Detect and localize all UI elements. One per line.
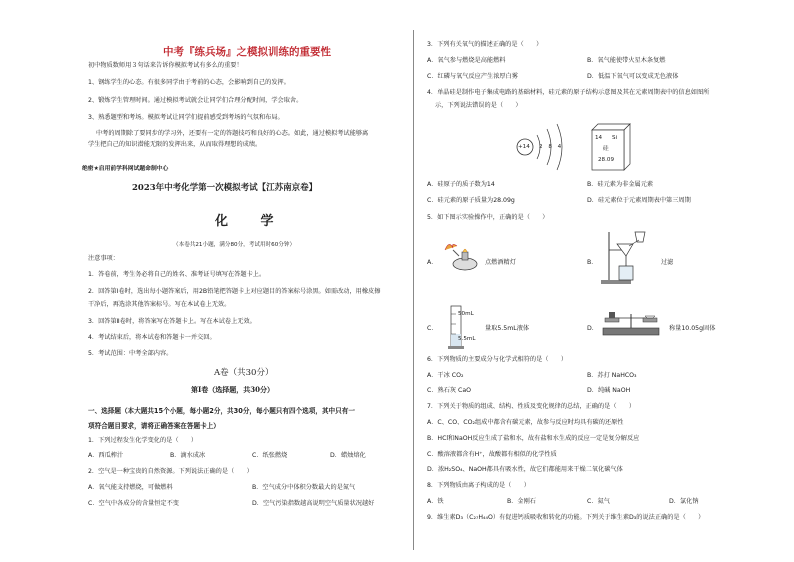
notice-1: 1．答卷前，考生务必将自己的姓名、准考证号填写在答题卡上。 [88,271,266,278]
volume-1-title: 第Ⅰ卷（选择题，共30分） [191,385,275,394]
q8-option-c: C．氦气 [587,498,610,505]
q3-option-c: C．红磷与氧气反应产生浓厚白雾 [427,73,518,80]
filtration-image [599,228,655,286]
q6-option-a: A．干冰 CO₂ [427,372,464,379]
closing-line-2: 学生把自己的知识潜能无限的发挥出来，从而取得理想的成绩。 [88,141,262,148]
q7-option-d: D．浓H₂SO₄、NaOH都具有吸水性，故它们都能用来干燥二氧化碳气体 [427,466,623,473]
q5-d-label: D． [587,325,598,332]
q5-b-label: B． [587,259,598,266]
q7-option-a: A．C、CO、CO₂组成中都含有碳元素，故参与反应时均具有碳的还原性 [427,419,624,426]
q9-stem: 9．维生素D₃（C₂₇H₄₄O）有促进钙质吸收和转化的功能。下列关于维生素D₃的说法正确的是（ ） [427,514,705,521]
q7-option-c: C．酸溶液都含有H⁺，故酸都有相似的化学性质 [427,451,557,458]
q6-stem: 6．下列物质的主要成分与化学式相符的是（ ） [427,356,568,363]
subject-title: 化 学 [215,214,288,229]
q5-c-label: C． [427,325,438,332]
section-desc-1: 一、选择题（本大题共15个小题，每小题2分，共30分，每小题只有四个选项，其中只有一 [88,407,355,415]
exam-title: 2023年中考化学第一次模拟考试【江苏南京卷】 [132,183,318,193]
q8-option-d: D．氯化钠 [669,498,699,505]
section-a-title: A卷（共30分） [214,368,274,378]
atom-nucleus: +14 [518,144,530,150]
q4-stem-2: 示，下列说法错误的是（ ） [435,102,522,109]
q4-option-c: C．硅元素的原子质量为28.09g [427,197,515,204]
secret-line: 绝密★启用前学科网试题命制中心 [82,166,169,172]
notice-2b: 干净后，再选涂其他答案标号。写在本试卷上无效。 [88,301,231,308]
q7-stem: 7．下列关于物质的组成、结构、性质及变化规律的总结，正确的是（ ） [427,403,636,410]
closing-line-1: 中考的周期除了要同步的学习外，还要有一定的答题技巧和良好的心态。如此，通过模拟考试能够离 [96,130,369,137]
q5-a-text: 点燃酒精灯 [485,259,516,266]
q1-option-b: B．滴水成冰 [170,452,206,459]
q2-option-d: D．空气污染指数越高说明空气质量状况越好 [252,500,375,507]
q8-option-b: B．金刚石 [507,498,536,505]
q2-option-a: A．氧气能支持燃烧，可做燃料 [88,484,173,491]
q1-stem: 1．下列过程发生化学变化的是（ ） [88,437,198,444]
intro-text: 初中物质数师用３句话来告诉你模拟考试有多么的重要！ [88,62,243,69]
q2-stem: 2．空气是一种宝贵的自然资源。下列说法正确的是（ ） [88,468,253,475]
notice-3: 3．回答第Ⅱ卷时，将答案写在答题卡上。写在本试卷上无效。 [88,318,256,325]
q3-option-d: D．低温下氧气可以变成无色液体 [587,73,679,80]
q2-option-c: C．空气中各成分的含量恒定不变 [88,500,179,507]
notice-2: 2．回答第Ⅰ卷时，选出每小题答案后，用2B铅笔把答题卡上对应题目的答案标号涂黑。如需改动，用橡皮擦 [88,288,381,295]
notice-title: 注意事项： [88,255,119,262]
cell-mass: 28.09 [598,157,615,163]
balance-image [599,308,663,338]
q1-option-d: D．蜡烛熔化 [330,452,366,459]
q3-stem: 3．下列有关氧气的描述正确的是（ ） [427,41,543,48]
atom-shells: 2 8 4 [539,144,564,150]
q8-option-a: A．铁 [427,498,444,505]
section-desc-2: 项符合题目要求，请将正确答案在答题卡上） [88,422,220,430]
exam-subnote: （本卷共21小题，满分80分，考试用时60分钟） [173,242,296,248]
q3-option-b: B．氧气能使带火星木条复燃 [587,57,666,64]
q5-b-text: 过滤 [661,259,674,266]
q4-option-b: B．硅元素为非金属元素 [587,181,654,188]
point-2: 2、锻炼学生管理时间。通过模拟考试就会让同学们合理分配时间，学会取舍。 [88,97,303,104]
q1-option-c: C．纸张燃烧 [252,452,288,459]
cylinder-mark-top: 50mL [458,311,474,317]
cell-symbol: Si [612,135,618,141]
q8-stem: 8．下列物质由离子构成的是（ ） [427,482,530,489]
notice-4: 4．考试结束后，将本试卷和答题卡一并交回。 [88,334,216,341]
right-page [397,0,794,562]
q5-c-text: 量取5.5mL液体 [485,325,530,332]
q7-option-b: B．HCl和NaOH反应生成了盐和水，故有盐和水生成的反应一定是复分解反应 [427,435,640,442]
q5-d-text: 称量10.05g固体 [669,325,716,332]
q4-option-d: D．硅元素位于元素周期表中第三周期 [587,197,691,204]
notice-5: 5．考试范围：中考全部内容。 [88,350,173,357]
cell-number: 14 [595,135,603,141]
cylinder-mark-bottom: 5.5mL [458,336,476,342]
q3-option-a: A．氧气参与燃烧是高能燃料 [427,57,506,64]
q6-option-b: B．苏打 NaHCO₃ [587,372,637,379]
periodic-cell-box [590,122,632,172]
q6-option-c: C．熟石灰 CaO [427,387,472,394]
q5-stem: 5．如下图示实验操作中，正确的是（ ） [427,214,549,221]
q5-a-label: A． [427,259,438,266]
q4-stem: 4．单晶硅是制作电子集成电路的基础材料，硅元素的原子结构示意图及其在元素周期表中的信息如图所 [427,89,710,96]
alcohol-lamp-image [439,238,481,272]
point-3: 3、熟悉题型和考场。模拟考试让同学们提前感受到考场的气氛和布局。 [88,114,284,121]
point-1: 1、钢练学生的心态。有很多同学由于考前的心态，会影响到自己的发挥。 [88,79,290,86]
q6-option-d: D．纯碱 NaOH [587,387,631,394]
q2-option-b: B．空气成分中体积分数最大的是氮气 [252,484,356,491]
header-title: 中考『练兵场』之模拟训练的重要性 [163,46,331,58]
q4-option-a: A．硅原子的质子数为14 [427,181,495,188]
cell-name: 硅 [603,146,609,152]
q1-option-a: A．西瓜榨汁 [88,452,124,459]
